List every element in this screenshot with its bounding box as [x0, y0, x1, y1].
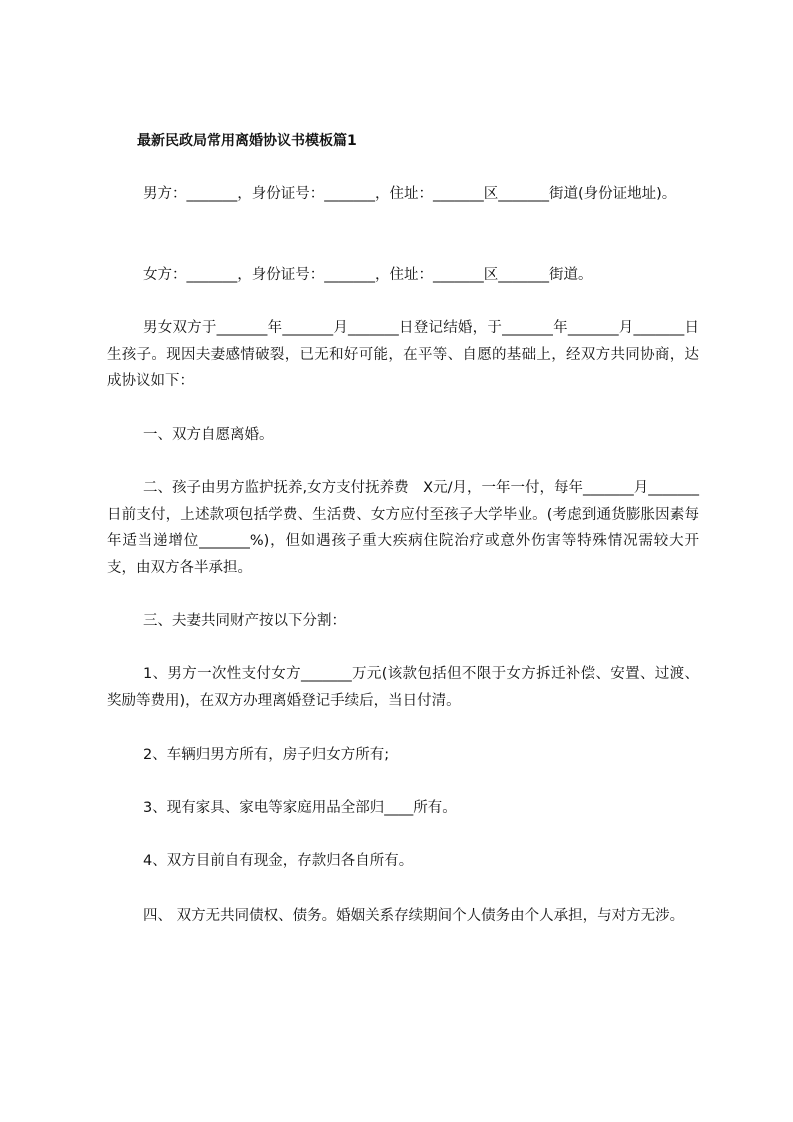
paragraph-clause-3-property: 三、夫妻共同财产按以下分割： [143, 613, 346, 629]
paragraph-clause-2-child-support: 二、孩子由男方监护抚养,女方支付抚养费 X元/月，一年一付，每年_______月_______日前支付，上述款项包括学费、生活费、女方应付至孩子大学毕业。(考虑到通货膨胀因素每年适当递增位_______%)，但如遇孩子重大疾病住院治疗或意外伤害等特殊情况需较大开支，由双方各半承担。 [107, 480, 699, 576]
paragraph-clause-4-debts: 四、 双方无共同债权、债务。婚姻关系存续期间个人债务由个人承担，与对方无涉。 [143, 908, 685, 924]
paragraph-property-item-1: 1、男方一次性支付女方_______万元(该款包括但不限于女方拆迁补偿、安置、过渡、奖励等费用)，在双方办理离婚登记手续后，当日付清。 [107, 666, 699, 709]
paragraph-property-item-3: 3、现有家具、家电等家庭用品全部归____所有。 [143, 800, 457, 816]
paragraph-woman-info: 女方：_______，身份证号：_______，住址：_______区_______街道。 [143, 267, 593, 283]
paragraph-clause-1: 一、双方自愿离婚。 [143, 427, 274, 443]
paragraph-property-item-4: 4、双方目前自有现金，存款归各自所有。 [143, 853, 414, 869]
paragraph-man-info: 男方：_______，身份证号：_______，住址：_______区_______街道(身份证地址)。 [143, 186, 677, 202]
document-title: 最新民政局常用离婚协议书模板篇1 [137, 133, 357, 149]
paragraph-marriage-info: 男女双方于_______年_______月_______日登记结婚，于_______年_______月_______日生孩子。现因夫妻感情破裂，已无和好可能，在平等、自愿的基础上，经双方共同协商，达成协议如下： [107, 320, 699, 389]
paragraph-property-item-2: 2、车辆归男方所有，房子归女方所有; [143, 747, 390, 763]
